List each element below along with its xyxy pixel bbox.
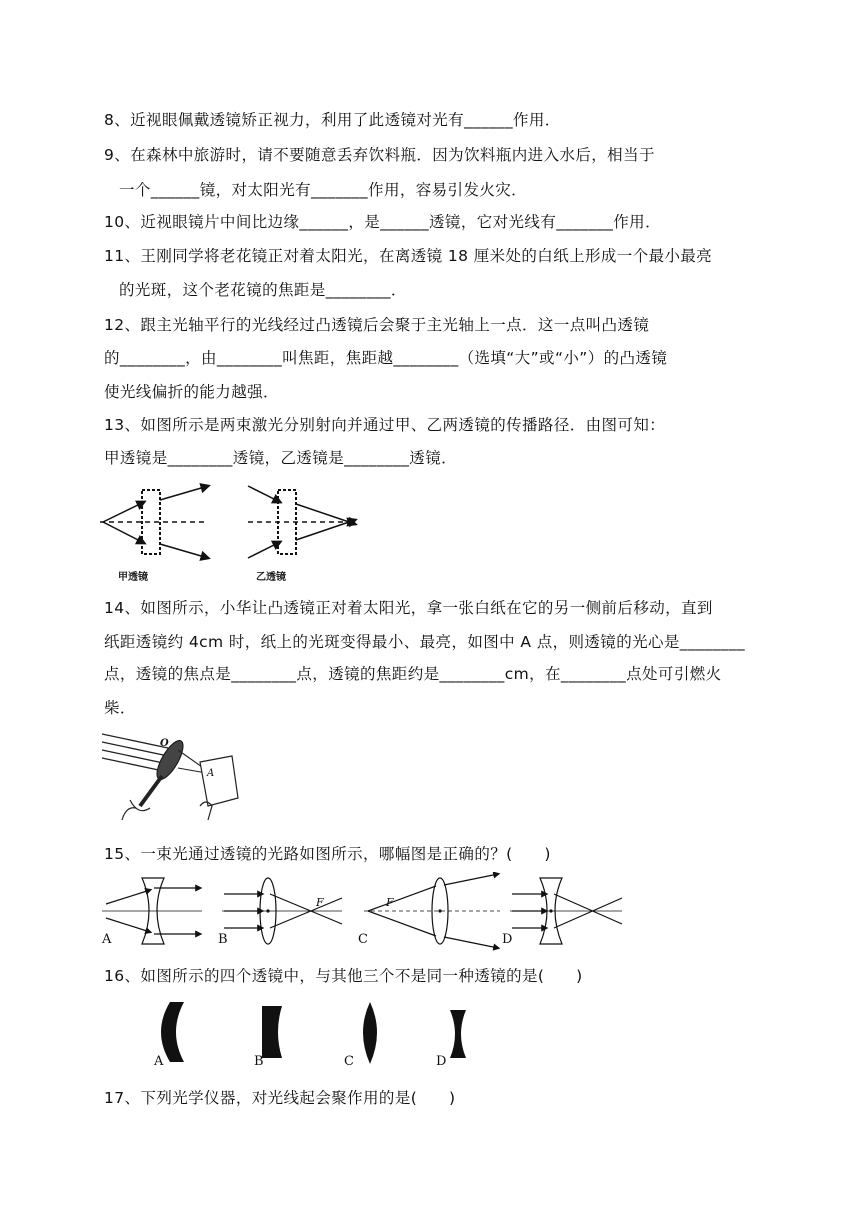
option-b-label: B <box>218 932 228 947</box>
focus-label-c: F <box>386 896 394 909</box>
question-9-line2: 一个______镜，对太阳光有_______作用，容易引发火灾． <box>119 181 528 199</box>
point-o-label: O <box>160 738 169 749</box>
option-a-label: A <box>102 932 112 947</box>
lens-option-d: D <box>436 1054 447 1069</box>
lens-option-b: B <box>254 1054 264 1069</box>
question-11-line1: 11、王刚同学将老花镜正对着太阳光，在离透镜 18 厘米处的白纸上形成一个最小最亮 <box>104 247 713 265</box>
lens-option-c: C <box>344 1054 354 1069</box>
question-14-line1: 14、如图所示，小华让凸透镜正对着太阳光，拿一张白纸在它的另一侧前后移动，直到 <box>104 599 713 617</box>
q16-lens-shapes <box>150 1000 480 1070</box>
point-a-label: A <box>207 768 215 779</box>
question-8: 8、近视眼佩戴透镜矫正视力，利用了此透镜对光有______作用． <box>104 111 561 129</box>
lens-option-a: A <box>154 1054 164 1069</box>
question-10: 10、近视眼镜片中间比边缘______，是______透镜，它对光线有_______作用． <box>104 213 661 231</box>
question-14-line3: 点，透镜的焦点是________点，透镜的焦距约是________cm，在________点处可引燃火 <box>104 665 722 683</box>
question-13-line2: 甲透镜是________透镜，乙透镜是________透镜． <box>104 449 458 467</box>
focus-label-b: F <box>316 896 324 909</box>
q14-sunlight-lens-figure <box>100 728 240 828</box>
question-12-line3: 使光线偏折的能力越强． <box>104 383 279 401</box>
lens-jia-label: 甲透镜 <box>118 572 148 583</box>
question-12-line1: 12、跟主光轴平行的光线经过凸透镜后会聚于主光轴上一点．这一点叫凸透镜 <box>104 316 650 334</box>
lens-yi-label: 乙透镜 <box>256 572 286 583</box>
question-9-line1: 9、在森林中旅游时，请不要随意丢弃饮料瓶．因为饮料瓶内进入水后，相当于 <box>104 146 655 164</box>
question-12-line2: 的________，由________叫焦距，焦距越________（选填“大”或“小”）的凸透镜 <box>104 349 668 367</box>
question-14-line2: 纸距透镜约 4cm 时，纸上的光斑变得最小、最亮，如图中 A 点，则透镜的光心是________ <box>104 633 745 651</box>
question-14-line4: 柴． <box>104 699 136 717</box>
question-16: 16、如图所示的四个透镜中，与其他三个不是同一种透镜的是( ) <box>104 967 583 985</box>
option-c-label: C <box>358 932 368 947</box>
option-d-label: D <box>502 932 513 947</box>
question-15: 15、一束光通过透镜的光路如图所示，哪幅图是正确的？( ) <box>104 845 551 863</box>
question-17: 17、下列光学仪器，对光线起会聚作用的是( ) <box>104 1089 456 1107</box>
question-13-line1: 13、如图所示是两束激光分别射向并通过甲、乙两透镜的传播路径．由图可知： <box>104 416 666 434</box>
question-11-line2: 的光斑，这个老花镜的焦距是________． <box>119 281 407 299</box>
